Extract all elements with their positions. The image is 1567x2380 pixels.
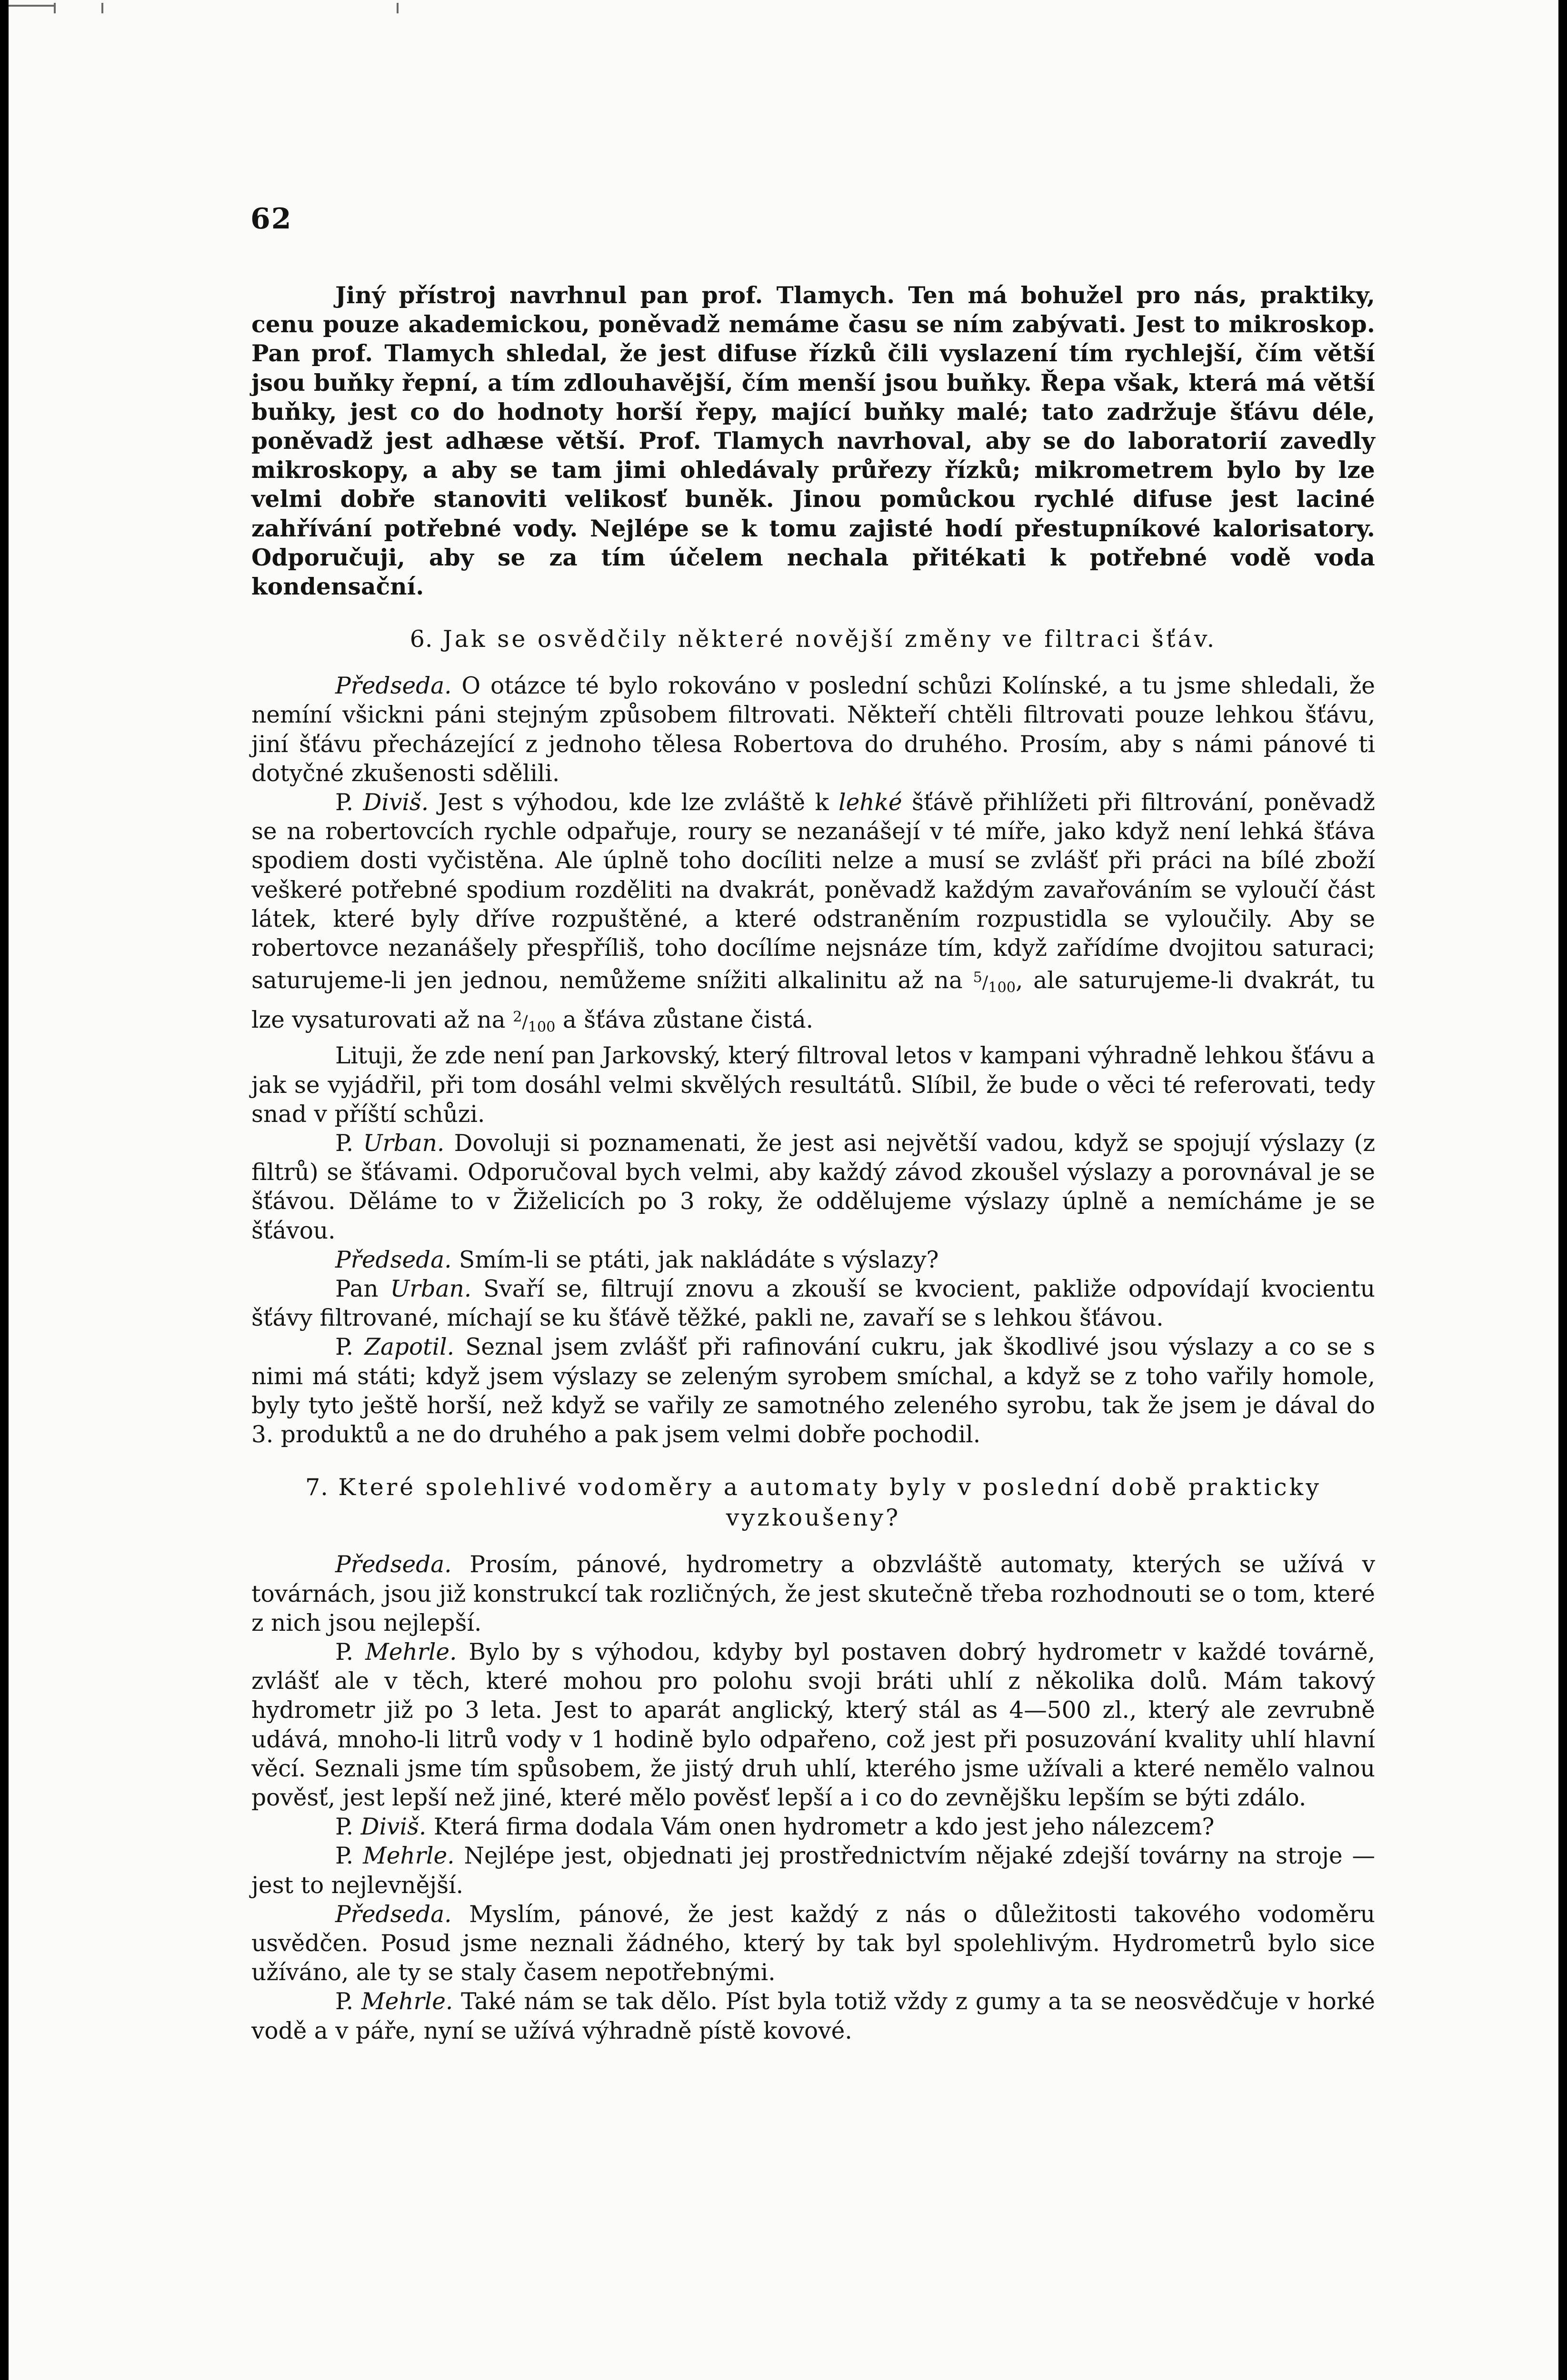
paragraph: P. Mehrle. Bylo by s výhodou, kdyby byl postaven dobrý hydrometr v každé továrně, zvlášť ale v těch, které mohou pro polohu svoji bráti uhlí z několika dolů. Mám takový hydrometr již po 3 leta. Jest to aparát anglický, který stál as 4—500 zl., který ale zevrubně udává, mnoho-li litrů vody v 1 hodině bylo odpařeno, což jest při posuzování kvality uhlí hlavní věcí. Seznali jsme tím spůsobem, že jistý druh uhlí, kterého jsme užívali a které nemělo valnou pověsť, jest lepší než jiné, které mělo pověsť lepší a i co do zevnějšku lepším se býti zdálo. [251,1638,1375,1811]
paragraph: P. Diviš. Jest s výhodou, kde lze zvláště k lehké šťávě přihlížeti při filtrování, poněvadž se na robertovcích rychle odpařuje, roury se nezanášejí v té míře, jako když není lehká šťáva spodiem dosti vyčistěna. Ale úplně toho docíliti nelze a musí se zvlášť při práci na bílé zboží veškeré potřebné spodium rozděliti na dvakrát, poněvadž každým zavařováním se vyloučí část látek, které byly dříve rozpuštěné, a které odstraněním rozpustidla se vyloučily. Aby se robertovce nezanášely přespříliš, toho docílíme nejsnáze tím, když zařídíme dvojitou saturaci; saturujeme-li jen jednou, nemůžeme snížiti alkalinitu až na $^5/_{100}$, ale saturujeme-li dvakrát, tu lze vysaturovati až na $^2/_{100}$ a šťáva zůstane čistá. [251,789,1375,1036]
speaker: Diviš. [360,1814,427,1841]
paragraph: P. Mehrle. Nejlépe jest, objednati jej prostřednictvím nějaké zdejší továrny na stroje — jest to nejlevnější. [251,1843,1376,1899]
scan-edge-mark [101,3,103,13]
paragraph: Předseda. Smím-li se ptáti, jak nakládáte s výslazy? [335,1246,939,1273]
section-title: Jak se osvědčily některé novější změny ve filtraci šťáv. [443,625,1217,653]
speaker: Mehrle. [365,1638,457,1666]
intro-paragraph: Jiný přístroj navrhnul pan prof. Tlamych. Ten má bohužel pro nás, praktiky, cenu pouze akademickou, poněvadž nemáme času se ním zabývati. Jest to mikroskop. Pan prof. Tlamych shledal, že jest difuse řízků čili vyslazení tím rychlejší, čím větší jsou buňky řepní, a tím zdlouhavější, čím menší jsou buňky. Řepa však, která má větší buňky, jest co do hodnoty horší řepy, mající buňky malé; tato zadržuje šťávu déle, poněvadž jest adhæse větší. Prof. Tlamych navrhoval, aby se do laboratorií zavedly mikroskopy, a aby se tam jimi ohledávaly průřezy řízků; mikrometrem bylo by lze velmi dobře stanoviti velikosť buněk. Jinou pomůckou rychlé difuse jest laciné zahřívání potřebné vody. Nejlépe se k tomu zajisté hodí přestupníkové kalorisatory. Odporučuji, aby se za tím účelem nechala přitékati k potřebné vodě voda kondensační. [251,282,1375,601]
speaker: Zapotil. [364,1334,455,1361]
page-number: 62 [250,202,292,236]
paragraph: P. Zapotil. Seznal jsem zvlášť při rafinování cukru, jak škodlivé jsou výslazy a co se s nimi má státi; když jsem výslazy se zeleným syrobem smíchal, a když se z toho vařily homole, byly tyto ještě horší, než když se vařily ze samotného zeleného syrobu, tak že jsem je dával do 3. produktů a ne do druhého a pak jsem velmi dobře pochodil. [251,1334,1376,1448]
speaker: Diviš. [363,789,429,816]
page-body [251,281,1375,2046]
paragraph: Předseda. Prosím, pánové, hydrometry a obzvláště automaty, kterých se užívá v továrnách, jsou již konstrukcí tak rozličných, že jest skutečně třeba rozhodnouti se o tom, které z nich jsou nejlepší. [251,1551,1375,1636]
scan-edge-mark [397,3,399,13]
scan-edge-mark [9,5,54,7]
speaker: Předseda. [335,1551,452,1578]
speaker: Urban. [390,1276,472,1303]
speaker: Urban. [363,1130,445,1157]
speaker: Mehrle. [363,1843,455,1870]
paragraph: P. Mehrle. Také nám se tak dělo. Píst byla totiž vždy z gumy a ta se neosvědčuje v horké vodě a v páře, nyní se užívá výhradně pístě kovové. [251,1988,1375,2044]
section-6-heading [251,624,1375,654]
scanned-page [9,0,1558,2380]
paragraph: P. Diviš. Která firma dodala Vám onen hydrometr a kdo jest jeho nálezcem? [335,1814,1215,1841]
section-7-heading [251,1472,1375,1533]
speaker: Předseda. [335,1246,452,1273]
section-number: 6. [409,625,433,653]
scan-edge-mark [54,3,56,13]
fraction: $^2/_{100}$ [513,1008,556,1036]
paragraph: Předseda. O otázce té bylo rokováno v poslední schůzi Kolínské, a tu jsme shledali, že nemíní všickni páni stejným způsobem filtrovati. Někteří chtěli filtrovati pouze lehkou šťávu, jiní šťávu přecházející z jednoho tělesa Robertova do druhého. Prosím, aby s námi pánové ti dotyčné zkušenosti sdělili. [251,673,1376,787]
speaker: Mehrle. [361,1988,453,2015]
section-title: Které spolehlivé vodoměry a automaty byly v poslední době prakticky vyzkoušeny? [338,1474,1321,1532]
speaker: Předseda. [335,1901,452,1928]
paragraph: Lituji, že zde není pan Jarkovský, který filtroval letos v kampani výhradně lehkou šťávu a jak se vyjádřil, při tom dosáhl velmi skvělých resultátů. Slíbil, že bude o věci té referovati, tedy snad v příští schůzi. [251,1042,1375,1128]
emphasis: lehké [838,789,902,816]
paragraph: P. Urban. Dovoluji si poznamenati, že jest asi největší vadou, když se spojují výslazy (z filtrů) se šťávami. Odporučoval bych velmi, aby každý závod zkoušel výslazy a porovnával je se šťávou. Děláme to v Žiželicích po 3 roky, že oddělujeme výslazy úplně a nemícháme je se šťávou. [251,1130,1376,1244]
section-number: 7. [305,1474,329,1501]
paragraph: Pan Urban. Svaří se, filtrují znovu a zkouší se kvocient, pakliže odpovídají kvocientu šťávy filtrované, míchají se ku šťávě těžké, pakli ne, zavaří se s lehkou šťávou. [251,1276,1375,1332]
speaker: Předseda. [335,673,452,700]
paragraph: Předseda. Myslím, pánové, že jest každý z nás o důležitosti takového vodoměru usvědčen. Posud jsme neznali žádného, který by tak byl spolehlivým. Hydrometrů bylo sice užíváno, ale ty se staly časem nepotřebnými. [251,1901,1376,1986]
fraction: $^5/_{100}$ [973,969,1016,996]
